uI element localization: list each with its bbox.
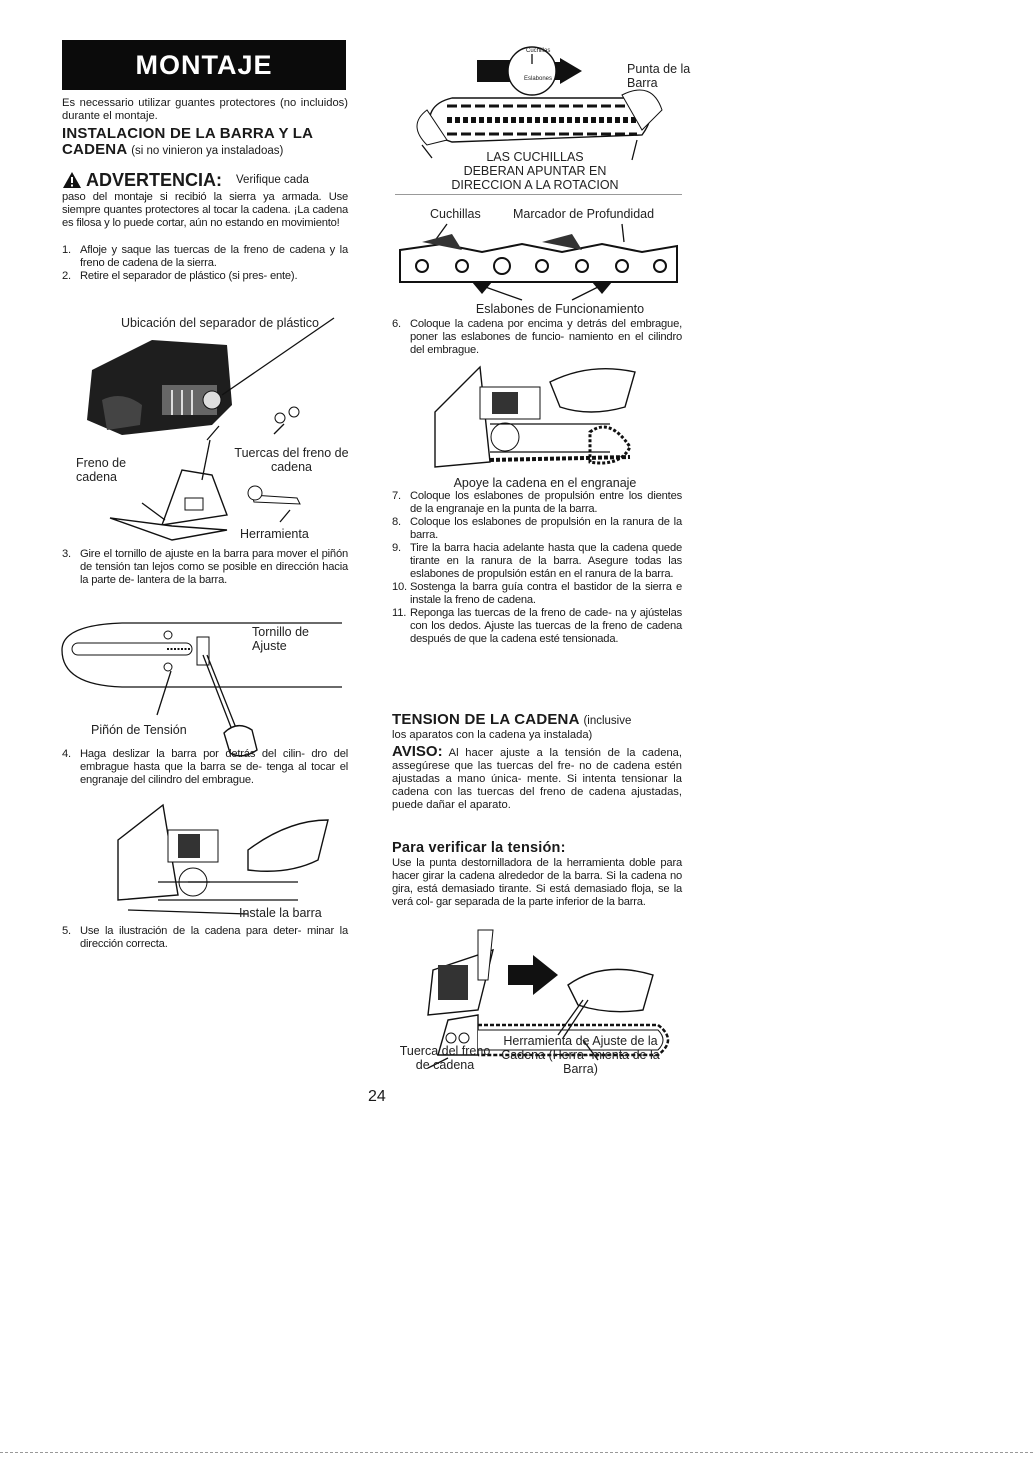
section-heading-note: (si no vinieron ya instaladoas) [131,145,284,157]
steps-7-11 [392,490,682,646]
notice-label: AVISO: [392,743,443,760]
step-number: 10. [392,581,407,593]
list-item [392,542,682,581]
step-number: 7. [392,490,401,502]
step-number: 2. [62,270,71,282]
list-item [62,925,348,951]
step-text: Retire el separador de plástico (si pres- ente). [80,270,298,282]
tool-label: Herramienta [240,527,309,541]
section-heading-continuation: los aparatos con la cadena ya instalada) [392,729,593,741]
chain-on-sprocket-caption: Apoye la cadena en el engranaje [453,476,637,490]
page-number: 24 [368,1088,386,1105]
step-number: 4. [62,748,71,760]
warning-heading [62,170,350,190]
step-number: 9. [392,542,401,554]
step-text: Coloque la cadena por encima y detrás del embrague, poner las eslabones de funcio- namiento en el cilindro del embrague. [410,318,682,356]
brake-nut-label: Tuerca del freno de cadena [399,1044,491,1072]
dial-bottom-text: Eslabones [524,76,553,82]
step-3 [62,548,348,587]
list-item [392,516,682,542]
cutters-direction-line1: LAS CUCHILLAS [486,150,584,164]
intro-text: Es necessario utilizar guantes protectores (no incluidos) durante el montaje. [62,97,348,122]
list-item [62,270,348,283]
nuts-label: Tuercas del freno de cadena [234,446,349,474]
divider [395,194,682,195]
warning-label: ADVERTENCIA: [86,170,223,190]
section-heading-note: (inclusive [583,715,632,727]
warning-triangle-icon [62,171,82,189]
dial-top-text: Cuchillas [526,48,551,54]
step-text: Haga deslizar la barra por detrás del cilin- dro del embrague hasta que la barra se de- tenga al tocar el engranaje del cilindro del embrague. [80,748,348,786]
step-4 [62,748,348,787]
list-item [392,581,682,607]
spacer-location-label: Ubicación del separador de plástico [120,316,320,330]
list-item [392,318,682,357]
step-text: Afloje y saque las tuercas de la freno de cadena y la freno de cadena de la sierra. [80,244,348,269]
warning-text: paso del montaje si recibió la sierra ya armada. Use siempre quantes protectores al tocar la cadena. ¡La cadena es filosa y lo puede cortar, aún no estando en movimiento! [62,191,348,229]
install-bar-caption: Instale la barra [239,906,322,920]
step-text: Coloque los eslabones de propulsión entre los dientes de la engranaje en la punta de la barra. [410,490,682,515]
step-text: Coloque los eslabones de propulsión en la ranura de la barra. [410,516,682,541]
screw-label: Tornillo de Ajuste [252,625,309,653]
list-item [62,748,348,787]
step-6 [392,318,682,357]
depth-gauge-label: Marcador de Profundidad [513,207,655,221]
steps-1-2 [62,244,348,283]
cutters-label: Cuchillas [430,207,481,221]
step-number: 1. [62,244,71,256]
step-text: Tire la barra hacia adelante hasta que la cadena quede tirante en la ranura de la barra. Asegure todas las eslabones de propulsión están en el ranura de la barra. [410,542,682,580]
page-title: MONTAJE [62,40,346,90]
step-text: Gire el tornillo de ajuste en la barra para mover el piñón de tensión tan lejos como se posible en dirección hacia la parte de- lantera de la barra. [80,548,348,586]
adjust-tool-label: Herramienta de Ajuste de la Cadena (Herra- mienta de la Barra) [501,1034,660,1076]
step-5 [62,925,348,951]
notice-text: Al hacer ajuste a la tensión de la cadena, assegúrese que las tuercas del fre- no de cadena estén ajustadas a mano única- mente. Si intenta tensionar la cadena con las tuercas del freno de cadena ajustadas, puede dañar el aparato. [392,747,682,811]
step-text: Reponga las tuercas de la freno de cade- na y ajústelas con los dedos. Ajuste las tuercas de la freno de cadena después de que la cadena esté tensionada. [410,607,682,645]
section-heading-text: TENSION DE LA CADENA [392,711,580,728]
section-heading-text: INSTALACION DE LA BARRA Y LA CADENA [62,125,313,158]
list-item [392,607,682,646]
step-text: Sostenga la barra guía contra el bastidor de la sierra e instale la freno de cadena. [410,581,682,606]
brake-label: Freno de cadena [76,456,127,484]
chain-on-sprocket-illustration [430,362,670,477]
section-heading-tension [392,712,682,729]
install-bar-illustration [98,800,348,920]
chain-parts-illustration [392,222,682,297]
step-text: Use la ilustración de la cadena para deter- minar la dirección correcta. [80,925,348,950]
cutters-direction-line2: DEBERAN APUNTAR EN [463,164,607,178]
check-tension-heading: Para verificar la tensión: [392,840,566,856]
step-number: 3. [62,548,71,560]
notice-block [392,745,682,812]
list-item [62,244,348,270]
step-number: 11. [392,607,407,619]
step-number: 8. [392,516,401,528]
page-edge-line [0,1452,1033,1453]
step-number: 6. [392,318,401,330]
warning-lead: Verifique cada [236,174,309,186]
drive-links-label: Eslabones de Funcionamiento [475,302,645,316]
sprocket-label: Piñón de Tensión [91,723,187,737]
list-item [62,548,348,587]
step-number: 5. [62,925,71,937]
list-item [392,490,682,516]
check-tension-text: Use la punta destornilladora de la herramienta doble para hacer girar la cadena alrededor de la barra. Si la cadena no gira, está demasiado tirante. Si está demasiado floja, se la verá col- gar separada de la parte inferior de la barra. [392,857,682,908]
cutters-direction-line3: DIRECCION A LA ROTACION [451,178,619,192]
section-heading-bar-chain [62,126,348,159]
bar-tip-label: Punta de la Barra [627,62,691,90]
